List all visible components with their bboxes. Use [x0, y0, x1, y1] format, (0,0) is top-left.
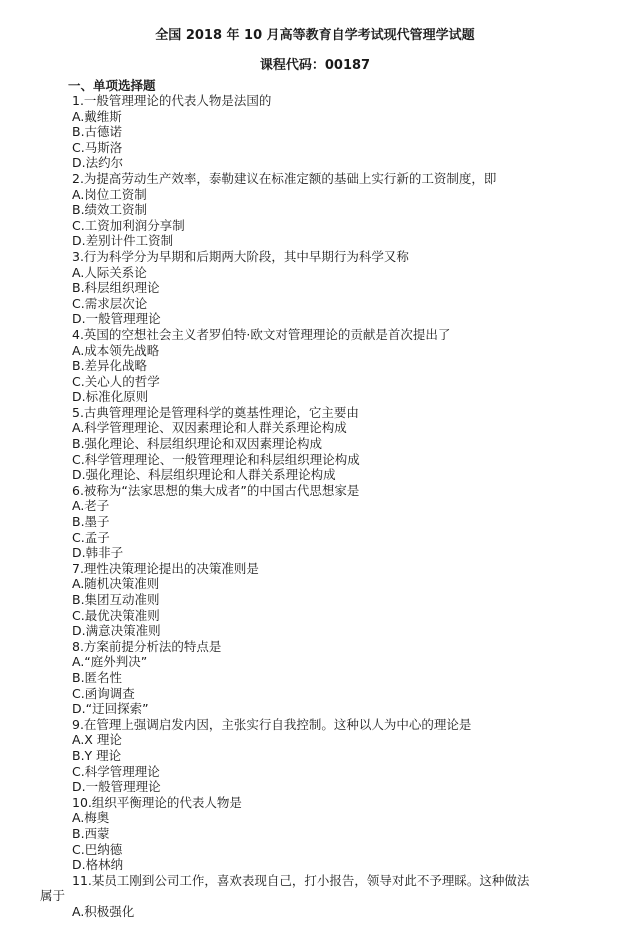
document-content	[0, 78, 630, 919]
option-d: D.差别计件工资制	[72, 233, 174, 249]
option-b: B.古德诺	[72, 124, 123, 140]
question-list	[40, 93, 580, 919]
option-d: D.标准化原则	[72, 389, 149, 405]
option-b: B.科层组织理论	[72, 280, 160, 296]
question-stem: 4.英国的空想社会主义者罗伯特·欧文对管理理论的贡献是首次提出了	[72, 326, 451, 342]
option-a: A.X 理论	[72, 732, 122, 748]
option-d: D.满意决策准则	[72, 623, 161, 639]
option-c: C.孟子	[72, 529, 110, 545]
option-d: D.法约尔	[72, 155, 124, 171]
question-11	[40, 872, 580, 920]
question-4	[72, 327, 580, 405]
question-stem: 7.理性决策理论提出的决策准则是	[72, 560, 259, 576]
option-a: A.人际关系论	[72, 264, 147, 280]
question-stem: 10.组织平衡理论的代表人物是	[72, 794, 242, 810]
option-d: D.格林纳	[72, 857, 124, 873]
question-stem-continuation: 属于	[40, 888, 66, 904]
option-c: C.科学管理理论、一般管理理论和科层组织理论构成	[72, 451, 360, 467]
option-b: B.差异化战略	[72, 358, 148, 374]
option-b: B.绩效工资制	[72, 202, 148, 218]
option-b: B.集团互动准则	[72, 592, 160, 607]
option-a: A.梅奥	[72, 810, 110, 826]
question-8	[72, 639, 580, 717]
option-b: B.匿名性	[72, 669, 123, 685]
option-a: A.“庭外判决”	[72, 654, 148, 670]
option-c: C.关心人的哲学	[72, 373, 160, 389]
option-b: B.墨子	[72, 514, 110, 530]
option-c: C.最优决策准则	[72, 607, 160, 623]
question-stem: 9.在管理上强调启发内因，主张实行自我控制。这种以人为中心的理论是	[72, 716, 472, 732]
option-b: B.强化理论、科层组织理论和双因素理论构成	[72, 436, 323, 452]
option-d: D.一般管理理论	[72, 311, 161, 327]
question-stem: 3.行为科学分为早期和后期两大阶段，其中早期行为科学又称	[72, 248, 409, 264]
course-code: 课程代码：00187	[259, 58, 371, 73]
option-a: A.老子	[72, 498, 110, 514]
question-6	[72, 483, 580, 561]
question-2	[72, 171, 580, 249]
option-a: A.科学管理理论、双因素理论和人群关系理论构成	[72, 420, 347, 436]
question-9	[72, 717, 580, 795]
option-a: A.随机决策准则	[72, 576, 160, 592]
option-a: A.成本领先战略	[72, 342, 160, 358]
question-5	[72, 405, 580, 483]
question-1	[72, 93, 580, 171]
option-d: D.“迂回探索”	[72, 701, 149, 717]
option-c: C.工资加利润分享制	[72, 217, 185, 233]
question-stem: 11.某员工刚到公司工作，喜欢表现自己，打小报告，领导对此不予理睬。这种做法	[72, 872, 530, 888]
option-c: C.需求层次论	[72, 295, 148, 311]
option-c: C.马斯洛	[72, 139, 123, 155]
option-d: D.一般管理理论	[72, 779, 161, 795]
question-stem: 5.古典管理理论是管理科学的奠基性理论，它主要由	[72, 404, 359, 420]
option-b: B.西蒙	[72, 825, 110, 841]
option-b: B.Y 理论	[72, 747, 122, 763]
question-stem: 1.一般管理理论的代表人物是法国的	[72, 93, 272, 108]
question-stem: 8.方案前提分析法的特点是	[72, 638, 222, 654]
question-3	[72, 249, 580, 327]
option-a: A.岗位工资制	[72, 186, 147, 202]
question-7	[72, 561, 580, 639]
option-a: A.戴维斯	[72, 108, 122, 124]
question-stem: 2.为提高劳动生产效率，泰勒建议在标准定额的基础上实行新的工资制度，即	[72, 170, 497, 186]
option-d: D.韩非子	[72, 545, 124, 561]
question-10	[72, 795, 580, 873]
option-c: C.函询调查	[72, 685, 135, 701]
document-title: 全国 2018 年 10 月高等教育自学考试现代管理学试题	[155, 28, 475, 43]
option-c: C.科学管理理论	[72, 763, 160, 779]
question-stem: 6.被称为“法家思想的集大成者”的中国古代思想家是	[72, 482, 360, 498]
section-heading: 一、单项选择题	[68, 78, 156, 93]
option-d: D.强化理论、科层组织理论和人群关系理论构成	[72, 467, 336, 483]
option-a: A.积极强化	[72, 903, 135, 919]
option-c: C.巴纳德	[72, 841, 123, 857]
